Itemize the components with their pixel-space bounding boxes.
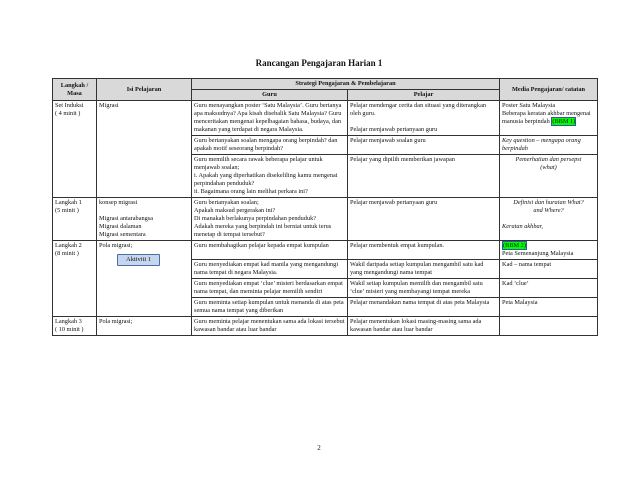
guru-cell: Guru menayangkan poster ‘Satu Malaysia’. Guru bertanya apa maksudnya? Apa kisah disebalik Satu Malaysia? Guru menceritakan mengenai kepelbagaian bahasa, budaya, dan makanan yang terdapat di negara Malaysia. — [192, 101, 348, 136]
masa-label: ( 4 minit ) — [55, 110, 81, 117]
media-cell — [500, 317, 598, 336]
pelajar-cell: Pelajar menentukan lokasi masing-masing sama ada kawasan bandar atau luar bandar — [348, 317, 500, 336]
header-langkah: Langkah / Masa — [53, 79, 97, 101]
masa-label: (8 minit ) — [55, 250, 79, 257]
isi-text: Migrasi dalaman — [99, 223, 142, 230]
langkah-cell — [53, 101, 97, 198]
table-row — [53, 198, 598, 241]
guru-cell: Guru meminta setiap kumpulan untuk menanda di atas peta semua nama tempat yang diberikan — [192, 298, 348, 317]
header-strategi: Strategi Pengajaran & Pembelajaran — [192, 79, 500, 90]
guru-text: Guru bertanyakan soalan; — [194, 199, 259, 206]
header-isi: Isi Pelajaran — [97, 79, 192, 101]
pelajar-cell — [348, 101, 500, 136]
media-text: Poster Satu Malaysia — [502, 102, 556, 109]
guru-cell — [192, 155, 348, 198]
header-media: Media Pengajaran/ catatan — [500, 79, 598, 101]
pelajar-cell: Pelajar yang dipilih memberikan jawapan — [348, 155, 500, 198]
page-number: 2 — [317, 444, 321, 452]
guru-text: ii. Bagaimana orang lain melihat perkara ini? — [194, 188, 308, 195]
langkah-cell — [53, 317, 97, 336]
isi-cell: Migrasi — [97, 101, 192, 198]
pelajar-cell: Pelajar membentuk empat kumpulan. — [348, 241, 500, 260]
guru-cell: Guru membahagikan pelajar kepada empat kumpulan — [192, 241, 348, 260]
langkah-cell — [53, 241, 97, 317]
media-text: Definisi dan huraian What? and Where? — [513, 199, 584, 214]
masa-label: ( 10 minit ) — [55, 326, 84, 333]
aktiviti-badge: Aktiviti 1 — [117, 254, 160, 266]
guru-text: Guru memilih secara rawak beberapa pelajar untuk menjawab soalan; — [194, 156, 323, 171]
guru-text: Adakah mereka yang berpindah ini berniat untuk terus menetap di tempat tersebut? — [194, 223, 332, 238]
table-row — [53, 101, 598, 136]
media-text: Keratan akhbar, — [502, 223, 543, 230]
isi-cell — [97, 198, 192, 241]
guru-cell: Guru meminta pelajar menentukan sama ada lokasi tersebut kawasan bandar atau luar bandar — [192, 317, 348, 336]
langkah-label: Langkah 1 — [55, 199, 82, 206]
isi-text: konsep migrasi — [99, 199, 138, 206]
bbm-highlight: (BBM 2) — [503, 242, 526, 249]
header-pelajar: Pelajar — [348, 90, 500, 101]
langkah-cell — [53, 198, 97, 241]
document-title: Rancangan Pengajaran Harian 1 — [255, 58, 383, 68]
pelajar-cell: Pelajar menandakan nama tempat di atas peta Malaysia — [348, 298, 500, 317]
guru-cell — [192, 198, 348, 241]
media-cell — [500, 198, 598, 241]
masa-label: (5 minit ) — [55, 207, 79, 214]
media-text: Beberapa keratan akhbar mengenai manusia berpindah — [502, 110, 591, 125]
isi-cell — [97, 241, 192, 317]
media-text: Peta Semenanjung Malaysia — [502, 250, 574, 257]
table-row — [53, 241, 598, 260]
langkah-label: Set Induksi — [55, 102, 84, 109]
pelajar-text: Pelajar mendengar cerita dan situasi yang diterangkan oleh guru. — [350, 102, 487, 117]
guru-text: i. Apakah yang diperhatikan disekeliling kamu mengenai perpindahan penduduk? — [194, 172, 338, 187]
media-cell: Kad ‘clue’ — [500, 279, 598, 298]
media-cell: Pemerhatian dan persepsi (what) — [500, 155, 598, 198]
media-cell: Key question – mengapa orang berpindah — [500, 136, 598, 155]
isi-text: Pola migrasi; — [99, 242, 133, 249]
pelajar-cell: Pelajar menjawab pertanyaan guru — [348, 198, 500, 241]
pelajar-cell: Wakil setiap kumpulan memilih dan mengambil satu ‘clue’ misteri yang membayangi tempat mereka — [348, 279, 500, 298]
guru-text: Apakah maksud pergerakan ini? — [194, 207, 276, 214]
media-cell — [500, 241, 598, 260]
media-cell — [500, 101, 598, 136]
media-cell: Peta Malaysia — [500, 298, 598, 317]
pelajar-text: Pelajar menjawab pertanyaan guru — [350, 126, 438, 133]
langkah-label: Langkah 2 — [55, 242, 82, 249]
guru-text: Di manakah berlakunya perpindahan penduduk? — [194, 215, 317, 222]
header-guru: Guru — [192, 90, 348, 101]
lesson-plan-table — [52, 78, 598, 336]
pelajar-cell: Wakil daripada setiap kumpulan mengambil satu kad yang mengandungi nama tempat — [348, 260, 500, 279]
guru-cell: Guru menyediakan empat kad manila yang mengandungi nama tempat di negara Malaysia. — [192, 260, 348, 279]
isi-text: Migrasi sementara — [99, 231, 146, 238]
guru-cell: Guru menyediakan empat ‘clue’ misteri berdasarkan empat nama tempat, dan meminta pelajar memilih sendiri — [192, 279, 348, 298]
isi-cell: Pola migrasi; — [97, 317, 192, 336]
guru-cell: Guru bertanyakan soalan mengapa orang berpindah? dan apakah motif seseorang berpindah? — [192, 136, 348, 155]
pelajar-cell: Pelajar menjawab soalan guru — [348, 136, 500, 155]
langkah-label: Langkah 3 — [55, 318, 82, 325]
table-row — [53, 317, 598, 336]
isi-text: Migrasi antarabangsa — [99, 215, 154, 222]
media-cell: Kad – nama tempat — [500, 260, 598, 279]
bbm-highlight: (BBM 1) — [552, 118, 576, 125]
